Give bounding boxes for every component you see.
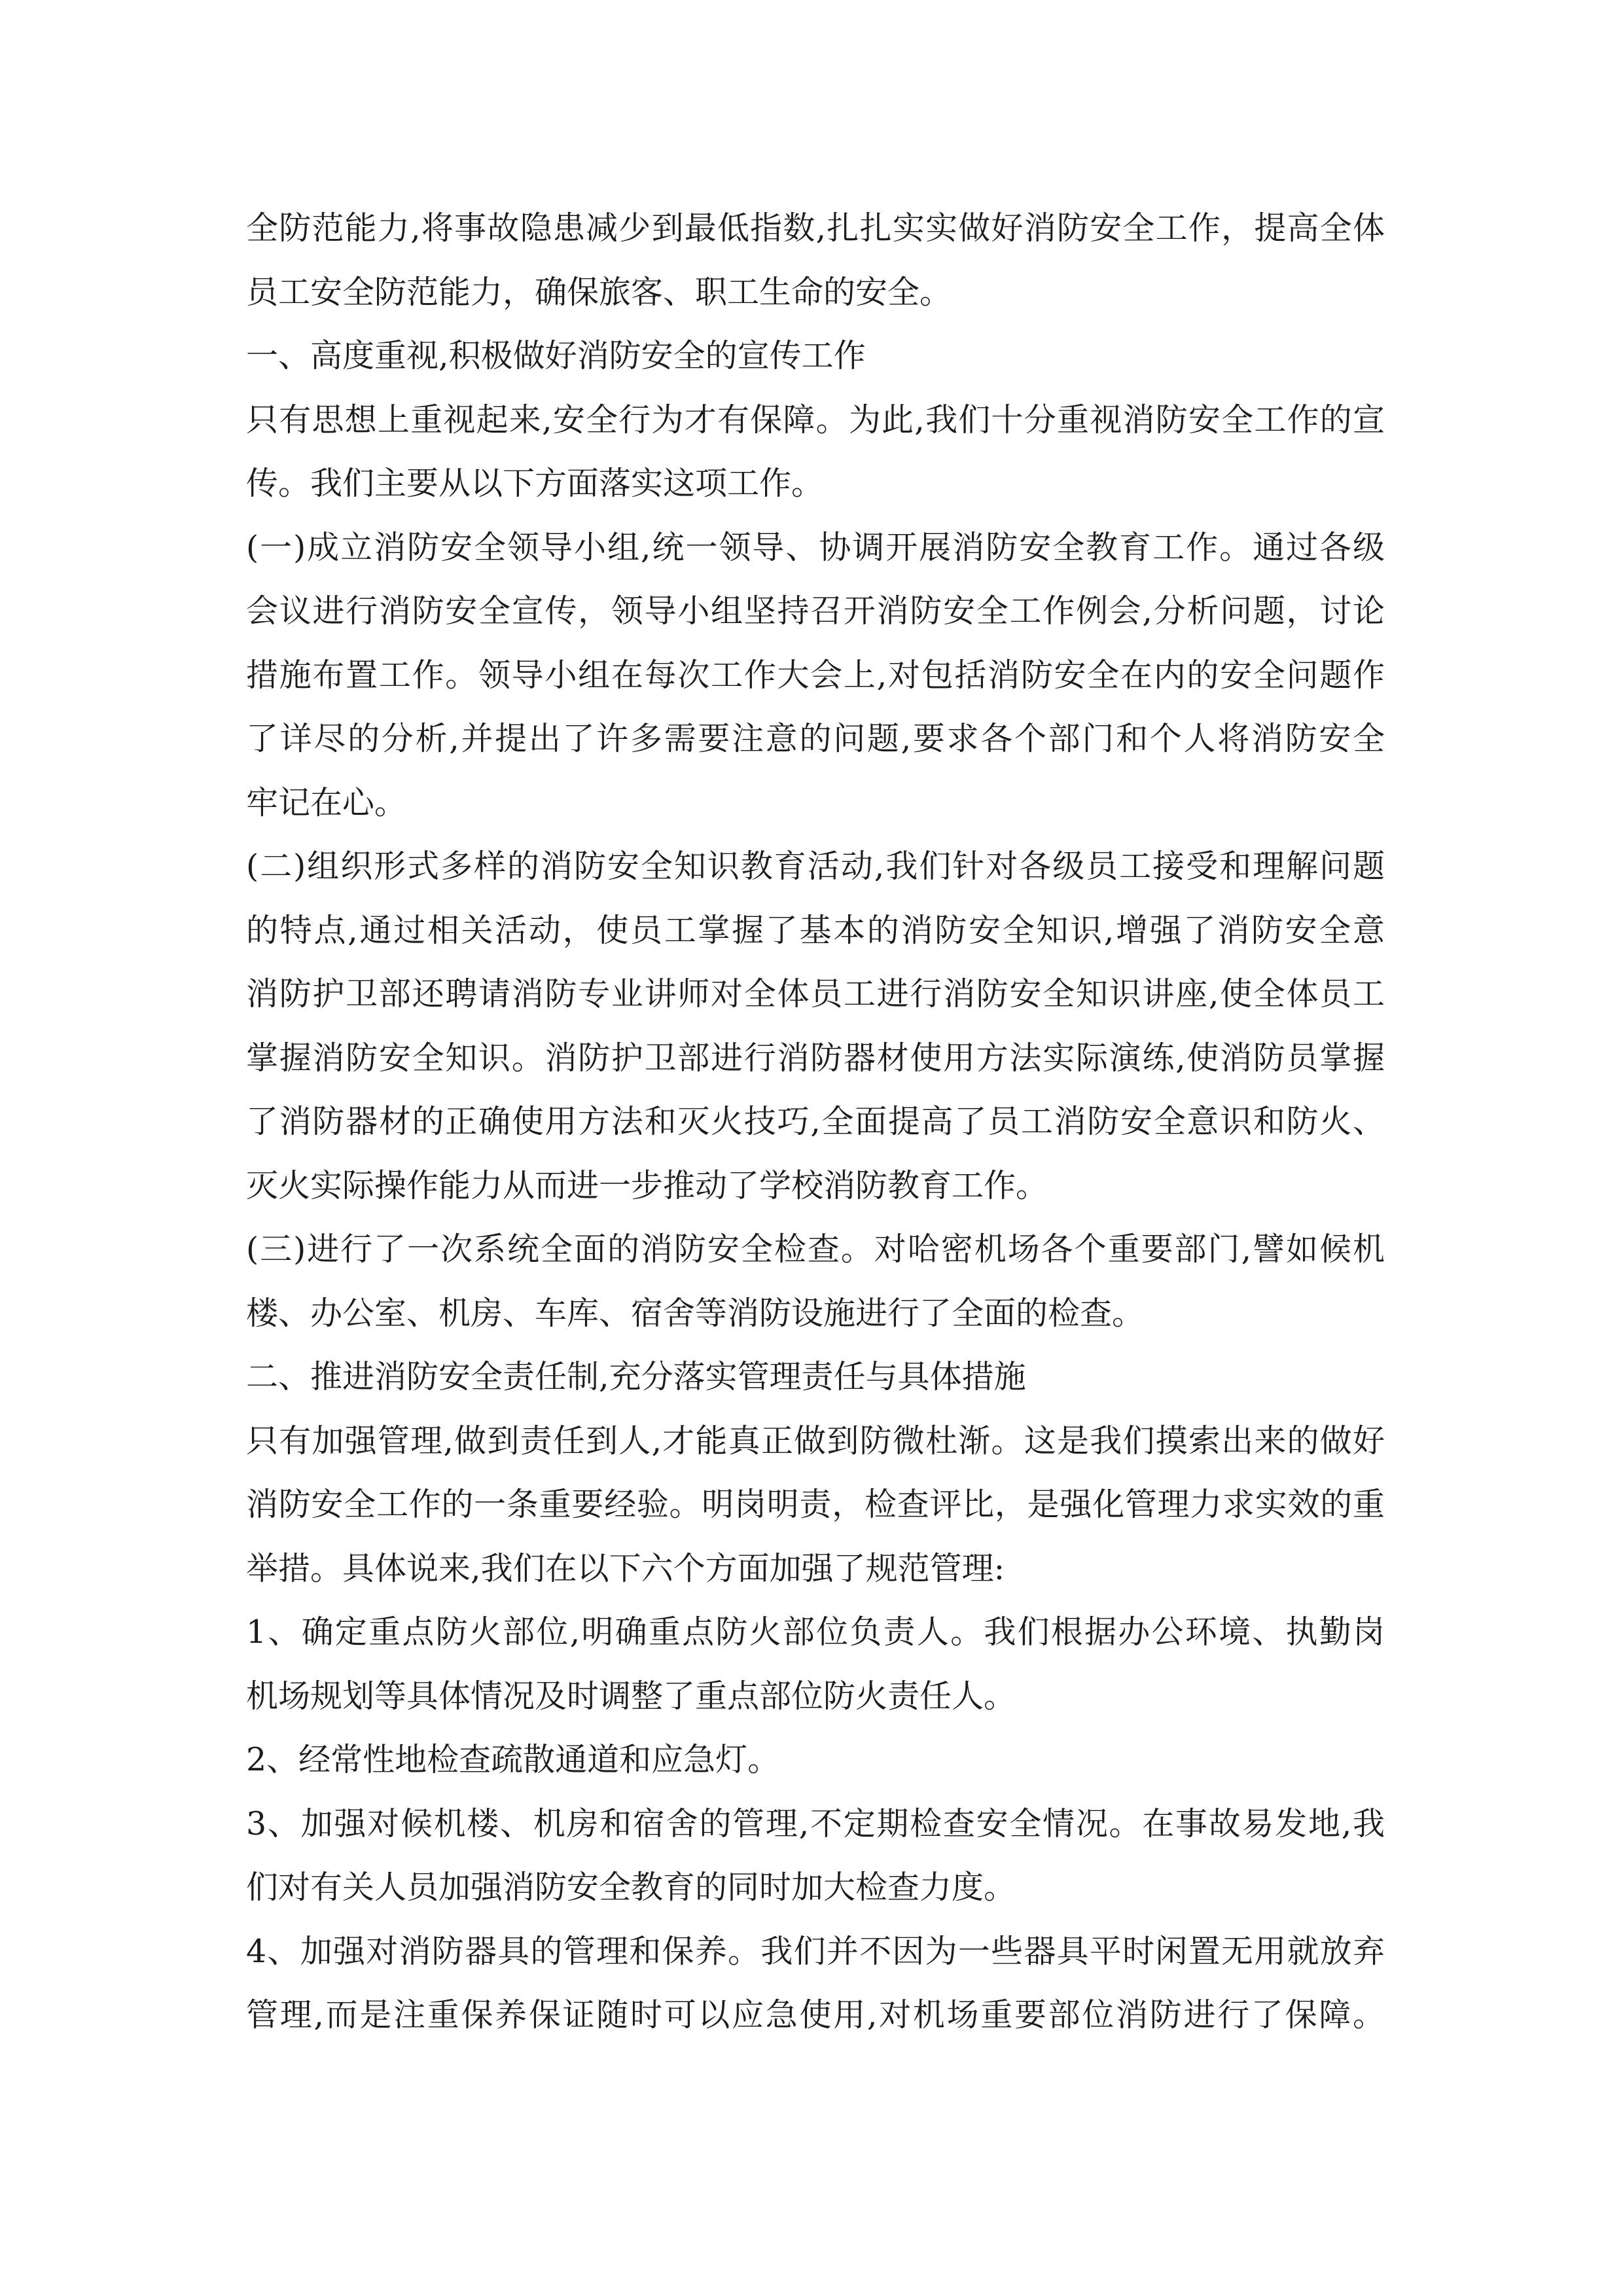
text-line: 了详尽的分析,并提出了许多需要注意的问题,要求各个部门和个人将消防安全 xyxy=(246,720,1385,757)
text-line: 4、加强对消防器具的管理和保养。我们并不因为一些器具平时闲置无用就放弃 xyxy=(246,1932,1385,1970)
text-line: 消防安全工作的一条重要经验。明岗明责，检查评比，是强化管理力求实效的重 xyxy=(246,1486,1385,1523)
text-line: 全防范能力,将事故隐患减少到最低指数,扎扎实实做好消防安全工作，提高全体 xyxy=(246,209,1385,247)
text-line: 机场规划等具体情况及时调整了重点部位防火责任人。 xyxy=(246,1677,1016,1715)
text-line: 员工安全防范能力，确保旅客、职工生命的安全。 xyxy=(246,273,952,311)
text-line: 1、确定重点防火部位,明确重点防火部位负责人。我们根据办公环境、执勤岗 xyxy=(246,1613,1385,1651)
text-line: 牢记在心。 xyxy=(246,783,407,821)
text-line: 3、加强对候机楼、机房和宿舍的管理,不定期检查安全情况。在事故易发地,我 xyxy=(246,1804,1385,1842)
section-heading: 一、高度重视,积极做好消防安全的宣传工作 xyxy=(246,337,866,374)
text-line: 2、经常性地检查疏散通道和应急灯。 xyxy=(246,1741,780,1778)
text-line: 们对有关人员加强消防安全教育的同时加大检查力度。 xyxy=(246,1869,1016,1906)
body-text xyxy=(246,196,1385,2047)
text-line: (二)组织形式多样的消防安全知识教育活动,我们针对各级员工接受和理解问题 xyxy=(246,848,1385,885)
text-line: 掌握消防安全知识。消防护卫部进行消防器材使用方法实际演练,使消防员掌握 xyxy=(246,1039,1385,1077)
text-line: 了消防器材的正确使用方法和灭火技巧,全面提高了员工消防安全意识和防火、 xyxy=(246,1103,1385,1140)
text-line: 措施布置工作。领导小组在每次工作大会上,对包括消防安全在内的安全问题作 xyxy=(246,656,1385,694)
text-line: 的特点,通过相关活动，使员工掌握了基本的消防安全知识,增强了消防安全意 xyxy=(246,911,1385,949)
text-line: 会议进行消防安全宣传，领导小组坚持召开消防安全工作例会,分析问题，讨论 xyxy=(246,592,1385,630)
text-line: 只有思想上重视起来,安全行为才有保障。为此,我们十分重视消防安全工作的宣 xyxy=(246,401,1385,439)
text-line: 传。我们主要从以下方面落实这项工作。 xyxy=(246,465,824,502)
text-line: 举措。具体说来,我们在以下六个方面加强了规范管理: xyxy=(246,1549,1005,1587)
text-line: 楼、办公室、机房、车库、宿舍等消防设施进行了全面的检查。 xyxy=(246,1294,1145,1332)
text-line: 管理,而是注重保养保证随时可以应急使用,对机场重要部位消防进行了保障。 xyxy=(246,1996,1385,2034)
text-line: (一)成立消防安全领导小组,统一领导、协调开展消防安全教育工作。通过各级 xyxy=(246,528,1385,566)
section-heading: 二、推进消防安全责任制,充分落实管理责任与具体措施 xyxy=(246,1358,1026,1395)
text-line: 只有加强管理,做到责任到人,才能真正做到防微杜渐。这是我们摸索出来的做好 xyxy=(246,1422,1385,1460)
text-line: (三)进行了一次系统全面的消防安全检查。对哈密机场各个重要部门,譬如候机 xyxy=(246,1230,1385,1268)
text-line: 消防护卫部还聘请消防专业讲师对全体员工进行消防安全知识讲座,使全体员工 xyxy=(246,975,1385,1013)
text-line: 灭火实际操作能力从而进一步推动了学校消防教育工作。 xyxy=(246,1166,1048,1204)
